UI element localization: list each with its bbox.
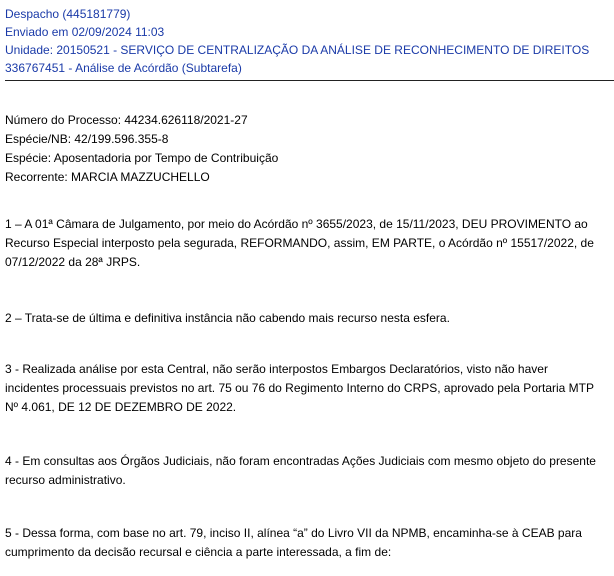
document-title: Despacho (445181779) [5,7,131,21]
paragraph-4: 4 - Em consultas aos Órgãos Judiciais, não foram encontradas Ações Judiciais com mesmo objeto do presente recurso administrativo. [5,454,596,487]
document-header [5,5,614,77]
paragraph-5: 5 - Dessa forma, com base no art. 79, inciso II, alínea “a” do Livro VII da NPMB, encaminha-se à CEAB para cumprimento da decisão recursal e ciência a parte interessada, a fim de: [5,526,582,559]
paragraph-1: 1 – A 01ª Câmara de Julgamento, por meio do Acórdão nº 3655/2023, de 15/11/2023, DEU PROVIMENTO ao Recurso Especial interposto pela segurada, REFORMANDO, assim, EM PARTE, o Acórdão nº 15517/2022, de 07/12/2022 da 28ª JRPS. [5,217,594,269]
process-info [5,111,278,187]
species: Espécie: Aposentadoria por Tempo de Contribuição [5,151,279,165]
species-nb: Espécie/NB: 42/199.596.355-8 [5,132,169,146]
paragraph-2: 2 – Trata-se de última e definitiva instância não cabendo mais recurso nesta esfera. [5,311,450,325]
appellant: Recorrente: MARCIA MAZZUCHELLO [5,170,210,184]
header-divider [5,80,614,81]
sent-date: Enviado em 02/09/2024 11:03 [5,25,165,39]
process-number: Número do Processo: 44234.626118/2021-27 [5,113,248,127]
paragraph-3: 3 - Realizada análise por esta Central, não serão interpostos Embargos Declaratórios, visto não haver incidentes processuais previstos no art. 75 ou 76 do Regimento Interno do CRPS, aprovado pela Portaria MTP Nº 4.061, DE 12 DE DEZEMBRO DE 2022. [5,362,594,414]
task-line: 336767451 - Análise de Acórdão (Subtarefa) [5,61,242,75]
unit-line: Unidade: 20150521 - SERVIÇO DE CENTRALIZAÇÃO DA ANÁLISE DE RECONHECIMENTO DE DIREITOS [5,43,590,57]
